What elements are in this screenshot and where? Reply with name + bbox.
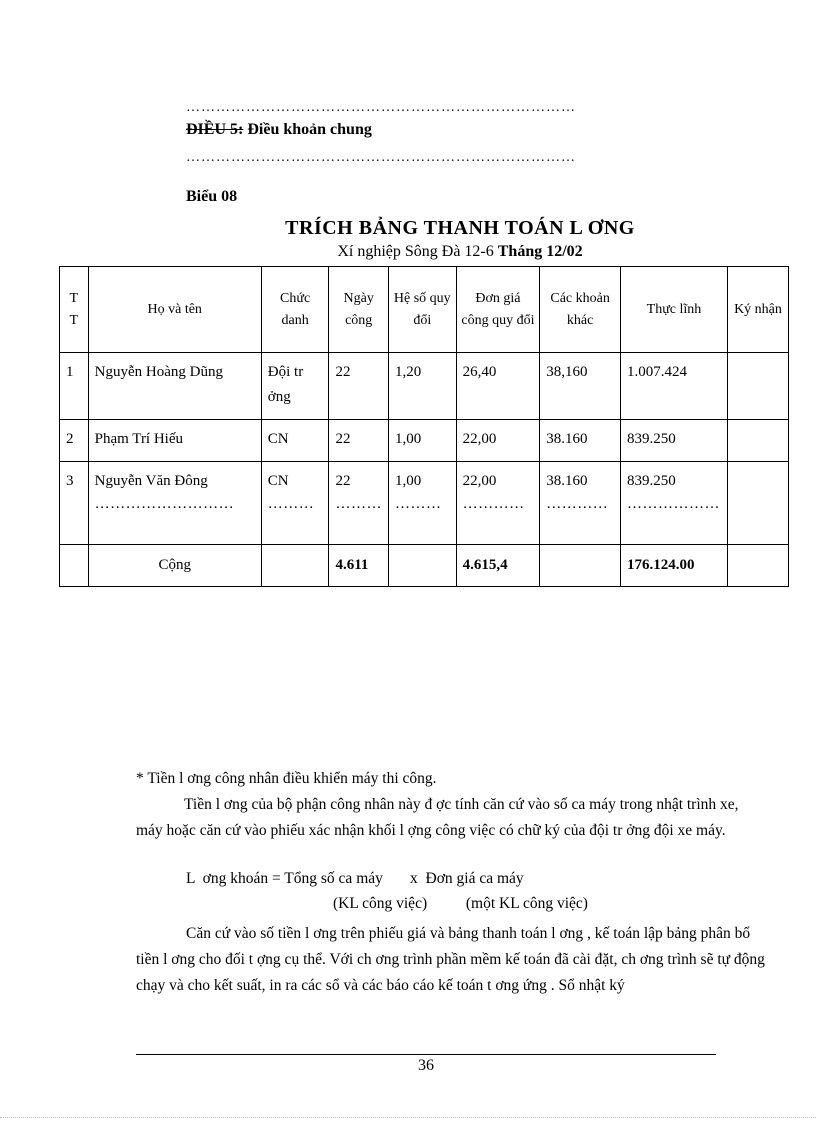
cell-sign [727,353,788,420]
paragraph: * Tiền l ơng công nhân điều khiển máy thi công. [136,770,437,787]
cell-unit-price: 22,00 [456,420,540,462]
cell-name: Nguyễn Hoàng Dũng [88,353,261,420]
cell-title: Đội tr ởng [261,353,329,420]
cell-tt-value: 3 [66,473,74,489]
cell-net [621,462,728,545]
cell-dots: ……………………… [94,496,235,512]
header-days: Ngày công [329,267,389,353]
header-name: Họ và tên [88,267,261,353]
cell-coef: 1,00 [388,420,456,462]
subtitle-month: Tháng 12/02 [497,243,583,260]
cell-title [261,462,329,545]
article-title: Điều khoản chung [243,121,372,138]
dotted-line: …………………………………………………………………… [186,100,576,115]
cell-other [540,462,621,545]
cell-net: 1.007.424 [621,353,728,420]
cell-dots: ………… [546,496,609,512]
cell-title: CN [261,420,329,462]
cell-net-value: 839.250 [627,473,676,489]
paragraph [136,921,768,999]
paragraph [136,792,768,844]
cell-empty [540,545,621,587]
cell-unit-price-value: 22,00 [462,473,497,489]
section-heading [186,121,372,139]
page-edge [0,1117,816,1118]
cell-days: 22 [329,353,389,420]
total-net: 176.124.00 [621,545,728,587]
header-title: Chức danh [261,267,329,353]
table-row [60,420,789,462]
cell-empty [261,545,329,587]
cell-name: Phạm Trí Hiếu [88,420,261,462]
cell-dots: ……… [335,496,382,512]
cell-coef: 1,20 [388,353,456,420]
header-other: Các khoản khác [540,267,621,353]
total-days: 4.611 [329,545,389,587]
cell-title-value: CN [267,473,289,489]
cell-net: 839.250 [621,420,728,462]
form-label: Biểu 08 [186,188,238,205]
cell-coef-value: 1,00 [394,473,422,489]
cell-name-value: Nguyễn Văn Đông [94,473,208,489]
table-header-row [60,267,789,353]
cell-empty [60,545,89,587]
formula: L ơng khoán = Tổng số ca máy x Đơn giá ca máy [186,870,524,887]
header-net: Thực lĩnh [621,267,728,353]
cell-sign [727,420,788,462]
cell-tt [60,462,89,545]
paragraph-text: Tiền l ơng của bộ phận công nhân này đ ợc tính căn cứ vào số ca máy trong nhật trình xe, máy hoặc căn cứ vào phiếu xác nhận khối l ợng công việc có chữ ký của đội tr ởng đội xe máy. [136,796,739,839]
header-sign: Ký nhận [727,267,788,353]
total-unit-price: 4.615,4 [456,545,540,587]
cell-unit-price: 26,40 [456,353,540,420]
cell-dots: ……………… [627,496,720,512]
cell-tt: 1 [60,353,89,420]
header-unit-price: Đơn giá công quy đổi [456,267,540,353]
dotted-line: …………………………………………………………………… [186,150,576,165]
cell-tt: 2 [60,420,89,462]
cell-other: 38,160 [540,353,621,420]
table-row [60,462,789,545]
paragraph-text: Căn cứ vào số tiền l ơng trên phiếu giá và bảng thanh toán l ơng , kế toán lập bảng phân bổ tiền l ơng cho đối t ợng cụ thể. Với ch ơng trình phần mềm kế toán đã cài đặt, ch ơng trình sẽ tự động chạy và cho kết suất, in ra các sổ và các báo cáo kế toán t ơng ứng . Sổ nhật ký [136,925,765,994]
total-label: Cộng [88,545,261,587]
payroll-table [59,266,789,587]
cell-dots: ……… [267,496,315,512]
page-title: TRÍCH BẢNG THANH TOÁN L ƠNG [285,217,635,239]
cell-dots: ……… [394,496,442,512]
cell-empty [388,545,456,587]
table-total-row [60,545,789,587]
page-number: 36 [418,1057,434,1074]
header-coef: Hệ số quy đổi [388,267,456,353]
cell-other-value: 38.160 [546,473,588,489]
footer-rule [136,1054,716,1055]
cell-unit-price [456,462,540,545]
cell-days [329,462,389,545]
cell-days-value: 22 [335,473,351,489]
cell-sign [727,462,788,545]
table-row [60,353,789,420]
cell-dots: ………… [462,496,525,512]
header-tt: T T [60,267,89,353]
article-number: ĐIỀU 5: [186,121,244,138]
formula-note: (KL công việc) (một KL công việc) [333,895,588,912]
cell-coef [388,462,456,545]
cell-days: 22 [329,420,389,462]
cell-name [88,462,261,545]
cell-empty [727,545,788,587]
cell-other: 38.160 [540,420,621,462]
subtitle-unit: Xí nghiệp Sông Đà 12-6 [337,243,498,260]
subtitle [0,243,816,261]
